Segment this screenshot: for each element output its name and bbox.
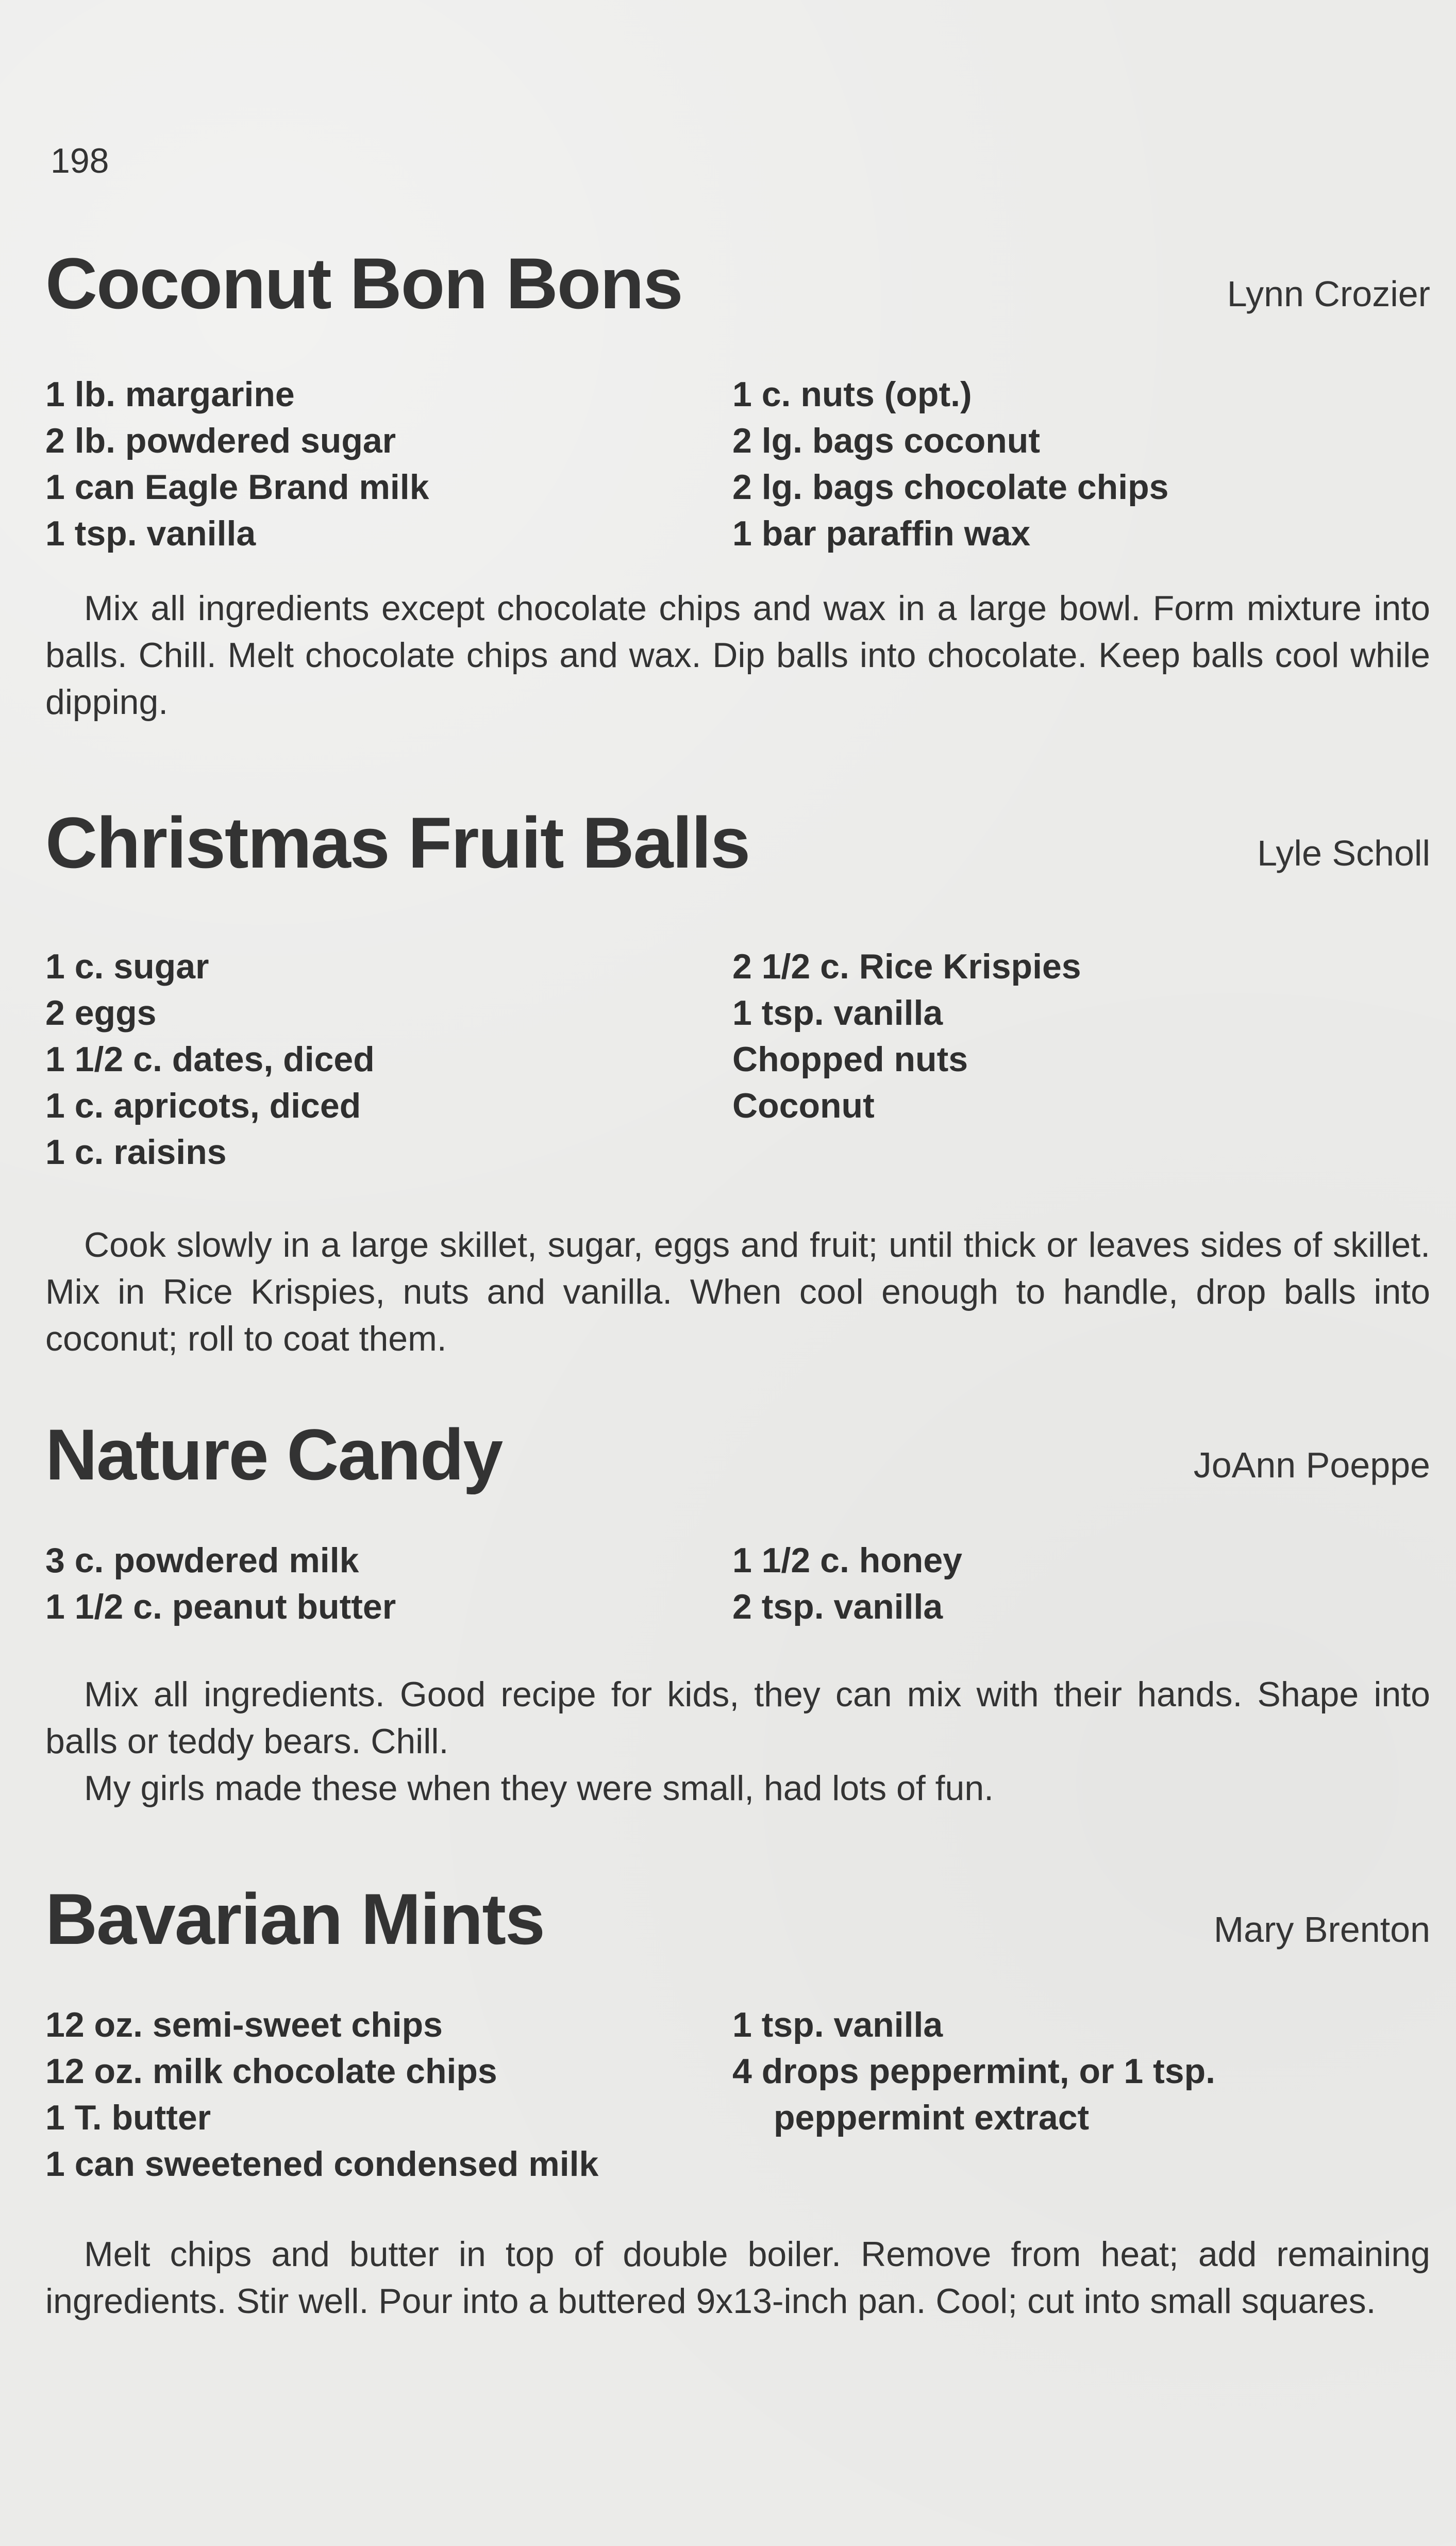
directions-text: Melt chips and butter in top of double boiler. Remove from heat; add remaining ingredients. Stir well. Pour into a buttered 9x13-inch pan. Cool; cut into small squares.	[45, 2235, 1430, 2321]
recipe-title: Coconut Bon Bons	[45, 243, 682, 324]
ingredient-item: 1 c. apricots, diced	[45, 1086, 361, 1125]
recipe-directions	[45, 585, 1430, 726]
ingredient-item: 2 tsp. vanilla	[732, 1587, 943, 1626]
ingredient-item: 2 lg. bags chocolate chips	[732, 468, 1169, 507]
ingredients-right-column	[732, 943, 1430, 1175]
ingredients	[45, 371, 1430, 557]
recipe-title: Christmas Fruit Balls	[45, 802, 750, 883]
ingredients-right-column	[732, 1537, 1430, 1630]
ingredient-item: 1 T. butter	[45, 2098, 211, 2137]
recipe-christmas-fruit-balls	[45, 802, 1430, 1362]
ingredient-item: 1 can Eagle Brand milk	[45, 468, 429, 507]
ingredients	[45, 2002, 1430, 2187]
ingredient-item: 1 can sweetened condensed milk	[45, 2144, 599, 2184]
ingredient-item: 1 1/2 c. dates, diced	[45, 1040, 375, 1079]
recipe-coconut-bon-bons	[45, 243, 1430, 726]
recipe-directions	[45, 1671, 1430, 1812]
ingredient-item: 1 c. sugar	[45, 947, 209, 986]
ingredients-left-column	[45, 943, 732, 1175]
ingredient-item: 2 lb. powdered sugar	[45, 421, 396, 460]
ingredient-item: peppermint extract	[774, 2098, 1090, 2137]
ingredient-item: 12 oz. milk chocolate chips	[45, 2052, 497, 2091]
recipe-title: Nature Candy	[45, 1414, 503, 1495]
directions-text: Cook slowly in a large skillet, sugar, eggs and fruit; until thick or leaves sides of skillet. Mix in Rice Krispies, nuts and vanilla. When cool enough to handle, drop balls into coconut; roll to coat them.	[45, 1225, 1430, 1358]
ingredient-item: 1 1/2 c. peanut butter	[45, 1587, 396, 1626]
ingredient-item: 4 drops peppermint, or 1 tsp.	[732, 2052, 1216, 2091]
recipe-header	[45, 802, 1430, 900]
ingredients-left-column	[45, 371, 732, 557]
ingredient-item: 1 c. nuts (opt.)	[732, 375, 972, 414]
ingredient-item: 2 lg. bags coconut	[732, 421, 1040, 460]
ingredient-item: 1 tsp. vanilla	[732, 2005, 943, 2044]
ingredient-item: 1 tsp. vanilla	[45, 514, 256, 553]
recipe-nature-candy	[45, 1414, 1430, 1812]
ingredients	[45, 1537, 1430, 1630]
ingredients-right-column	[732, 371, 1430, 557]
recipe-title: Bavarian Mints	[45, 1878, 544, 1959]
ingredient-item: 1 lb. margarine	[45, 375, 295, 414]
ingredient-item: 12 oz. semi-sweet chips	[45, 2005, 443, 2044]
page-number: 198	[51, 141, 109, 180]
ingredient-item: 3 c. powdered milk	[45, 1541, 359, 1580]
ingredient-item: 1 1/2 c. honey	[732, 1541, 962, 1580]
ingredient-item: Coconut	[732, 1086, 875, 1125]
recipe-author: Lyle Scholl	[1257, 833, 1430, 873]
ingredient-item: 1 tsp. vanilla	[732, 993, 943, 1033]
recipe-note: My girls made these when they were small, had lots of fun.	[84, 1769, 994, 1808]
recipe-bavarian-mints	[45, 1878, 1430, 2325]
directions-text: Mix all ingredients. Good recipe for kids, they can mix with their hands. Shape into balls or teddy bears. Chill.	[45, 1675, 1430, 1761]
ingredient-item: 1 bar paraffin wax	[732, 514, 1031, 553]
ingredient-item: Chopped nuts	[732, 1040, 968, 1079]
ingredients-right-column	[732, 2002, 1430, 2187]
directions-text: Mix all ingredients except chocolate chips and wax in a large bowl. Form mixture into balls. Chill. Melt chocolate chips and wax. Dip balls into chocolate. Keep balls cool while dipping.	[45, 589, 1430, 722]
recipe-header	[45, 1414, 1430, 1511]
ingredients-left-column	[45, 1537, 732, 1630]
recipe-header	[45, 1878, 1430, 1976]
recipe-author: Lynn Crozier	[1227, 274, 1430, 314]
ingredients	[45, 943, 1430, 1175]
recipe-directions	[45, 2231, 1430, 2325]
ingredient-item: 1 c. raisins	[45, 1133, 227, 1172]
recipe-author: JoAnn Poeppe	[1193, 1445, 1430, 1485]
recipe-header	[45, 243, 1430, 340]
recipe-directions	[45, 1222, 1430, 1362]
ingredients-left-column	[45, 2002, 732, 2187]
ingredient-item: 2 1/2 c. Rice Krispies	[732, 947, 1081, 986]
recipe-author: Mary Brenton	[1213, 1909, 1430, 1950]
ingredient-item: 2 eggs	[45, 993, 157, 1033]
